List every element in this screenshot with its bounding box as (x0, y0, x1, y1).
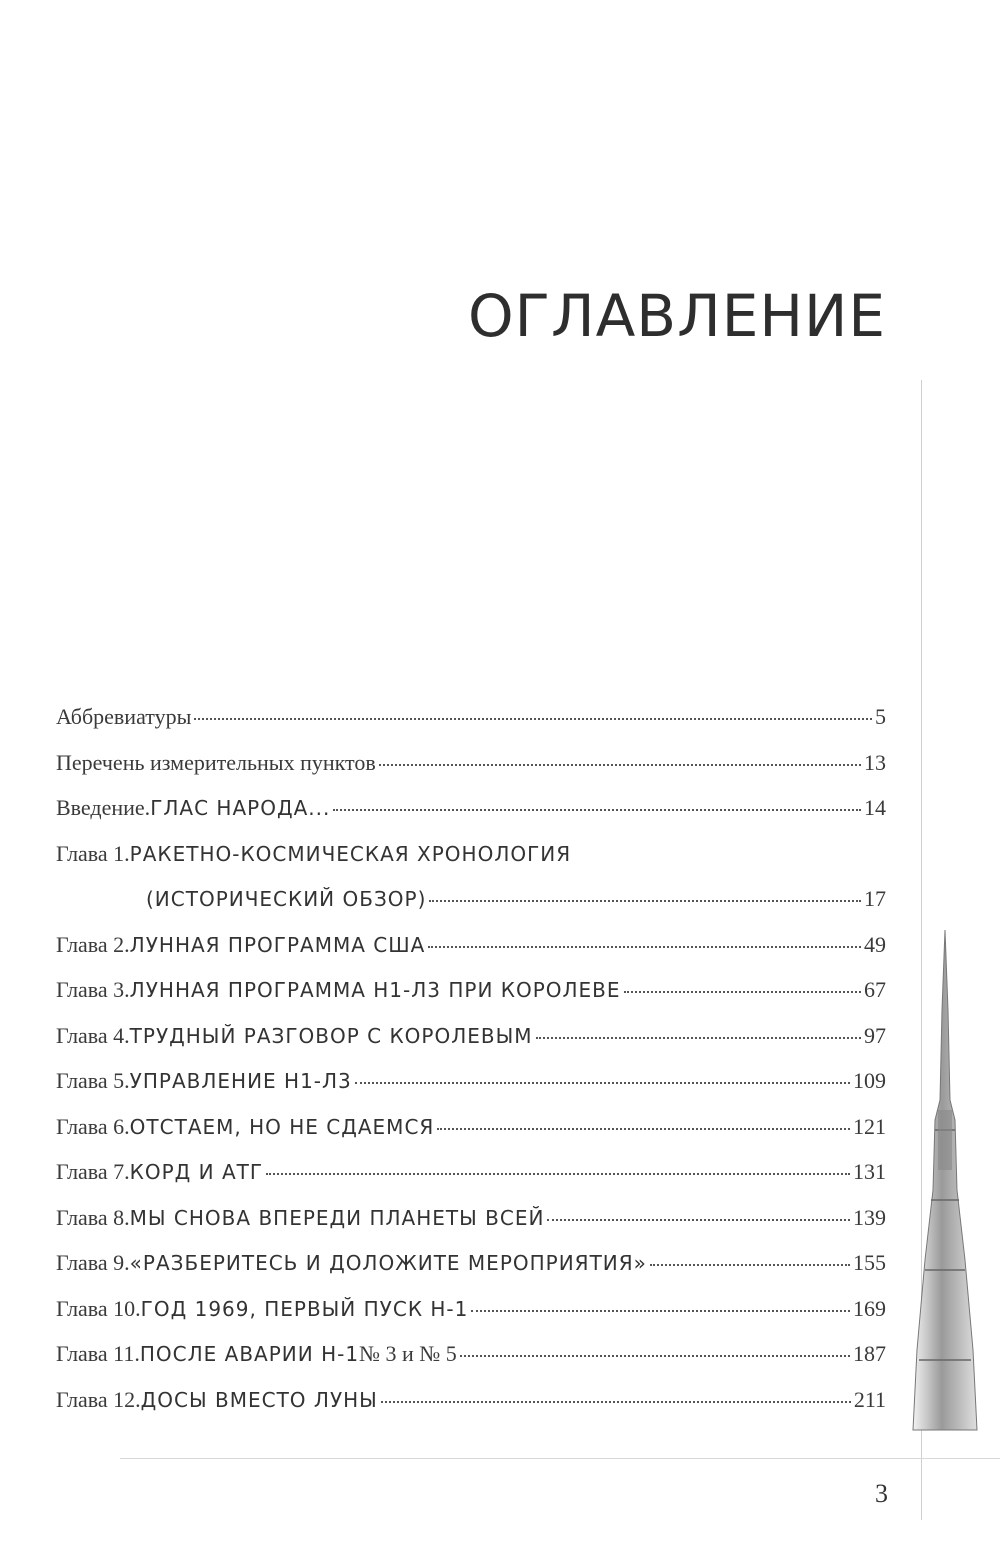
toc-entry-continuation[interactable] (56, 886, 886, 932)
toc-entry-title: ТРУДНЫЙ РАЗГОВОР С КОРОЛЕВЫМ (129, 1023, 533, 1048)
toc-leader-dots (194, 718, 872, 720)
toc-entry-title: КОРД И АТГ (129, 1160, 264, 1184)
toc-page-number: 97 (864, 1022, 886, 1048)
toc-page-number: 211 (853, 1386, 886, 1412)
toc-entry-label: Глава 8. (56, 1204, 130, 1230)
toc-leader-dots (381, 1401, 851, 1403)
toc-page-number: 67 (864, 977, 886, 1002)
toc-entry-label: Глава 12. (56, 1386, 141, 1412)
toc-entry-suffix: № 3 и № 5 (359, 1341, 457, 1366)
toc-leader-dots (379, 764, 861, 766)
toc-entry-label: Аббревиатуры (56, 704, 192, 729)
toc-entry-title: ДОСЫ ВМЕСТО ЛУНЫ (140, 1387, 378, 1412)
toc-page-number: 13 (864, 749, 886, 775)
toc-page-number: 187 (853, 1341, 886, 1366)
toc-entry-label: Глава 2. (56, 931, 130, 957)
toc-leader-dots (355, 1082, 850, 1084)
toc-leader-dots (460, 1355, 850, 1357)
toc-entry-title: ГОД 1969, ПЕРВЫЙ ПУСК Н-1 (140, 1296, 469, 1321)
toc-entry[interactable] (56, 704, 886, 750)
page-number: 3 (875, 1479, 888, 1508)
toc-page-number: 49 (864, 931, 886, 957)
page-title: ОГЛАВЛЕНИЕ (467, 282, 886, 350)
toc-entry-label: Перечень измерительных пунктов (56, 749, 376, 775)
toc-page-number: 169 (853, 1295, 886, 1321)
toc-entry-label: Введение. (56, 795, 151, 820)
toc-entry[interactable] (56, 932, 886, 978)
toc-entry[interactable] (56, 977, 886, 1023)
toc-page-number: 109 (853, 1068, 886, 1093)
toc-entry-title: ЛУННАЯ ПРОГРАММА США (129, 932, 426, 957)
toc-entry[interactable] (56, 1250, 886, 1296)
toc-leader-dots (536, 1037, 861, 1039)
toc-entry[interactable] (56, 1023, 886, 1069)
toc-page-number: 121 (853, 1113, 886, 1139)
table-of-contents (56, 704, 886, 1432)
toc-entry-title: «РАЗБЕРИТЕСЬ И ДОЛОЖИТЕ МЕРОПРИЯТИЯ» (129, 1251, 647, 1275)
toc-leader-dots (471, 1310, 850, 1312)
toc-entry[interactable] (56, 1159, 886, 1205)
toc-leader-dots (437, 1128, 850, 1130)
toc-entry-label: Глава 5. (56, 1068, 130, 1093)
toc-entry-label: Глава 1. (56, 840, 130, 866)
toc-entry[interactable] (56, 1341, 886, 1387)
toc-entry-label: Глава 6. (56, 1113, 130, 1139)
toc-leader-dots (429, 900, 861, 902)
toc-entry-title: ПОСЛЕ АВАРИИ Н-1 (139, 1342, 360, 1366)
toc-entry-label: Глава 7. (56, 1159, 130, 1184)
toc-entry[interactable] (56, 1068, 886, 1114)
footer-rule (120, 1458, 1000, 1459)
toc-entry-title: УПРАВЛЕНИЕ Н1-Л3 (129, 1069, 352, 1093)
toc-leader-dots (624, 991, 861, 993)
toc-leader-dots (266, 1173, 850, 1175)
toc-leader-dots (547, 1219, 850, 1221)
toc-page-number: 139 (853, 1204, 886, 1230)
toc-entry-label: Глава 9. (56, 1250, 130, 1275)
rocket-illustration (905, 930, 985, 1440)
toc-page-number: 131 (853, 1159, 886, 1184)
toc-entry[interactable] (56, 1296, 886, 1342)
toc-page-number: 155 (853, 1250, 886, 1275)
toc-entry[interactable] (56, 841, 886, 887)
toc-entry-title: (ИСТОРИЧЕСКИЙ ОБЗОР) (146, 887, 427, 911)
toc-entry[interactable] (56, 1205, 886, 1251)
toc-entry-title: ГЛАС НАРОДА... (150, 796, 331, 820)
toc-entry-title: ОТСТАЕМ, НО НЕ СДАЕМСЯ (129, 1114, 435, 1139)
toc-leader-dots (650, 1264, 850, 1266)
toc-entry[interactable] (56, 750, 886, 796)
toc-page-number: 5 (875, 704, 886, 729)
toc-entry-label: Глава 10. (56, 1295, 141, 1321)
toc-entry[interactable] (56, 1114, 886, 1160)
toc-entry-title: ЛУННАЯ ПРОГРАММА Н1-Л3 ПРИ КОРОЛЕВЕ (129, 978, 621, 1002)
toc-page-number: 17 (864, 886, 886, 911)
toc-entry-title: РАКЕТНО-КОСМИЧЕСКАЯ ХРОНОЛОГИЯ (129, 841, 572, 866)
toc-entry-label: Глава 4. (56, 1022, 130, 1048)
toc-entry[interactable] (56, 1387, 886, 1433)
toc-entry-title: МЫ СНОВА ВПЕРЕДИ ПЛАНЕТЫ ВСЕЙ (129, 1205, 545, 1230)
toc-entry-label: Глава 3. (56, 977, 130, 1002)
toc-entry[interactable] (56, 795, 886, 841)
toc-entry-label: Глава 11. (56, 1341, 140, 1366)
toc-leader-dots (428, 946, 861, 948)
toc-leader-dots (333, 809, 861, 811)
toc-page-number: 14 (864, 795, 886, 820)
